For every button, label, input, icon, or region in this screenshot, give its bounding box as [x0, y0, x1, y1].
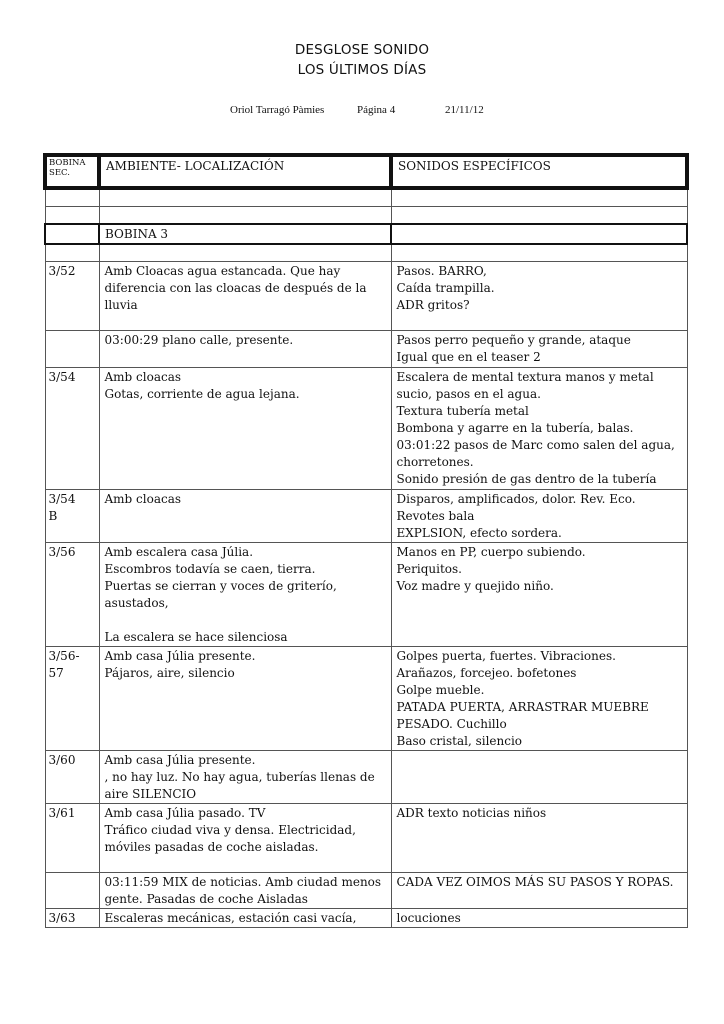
document-subtitle: LOS ÚLTIMOS DÍAS: [297, 62, 427, 78]
cell-ambiente: [99, 368, 391, 490]
cell-line: ADR gritos?: [396, 298, 470, 312]
table-header-row: [45, 155, 687, 188]
cell-line: 03:11:59 MIX de noticias. Amb ciudad menos: [104, 875, 382, 889]
table-row: [45, 368, 687, 490]
cell-ambiente: [99, 804, 391, 873]
cell-sonidos: [391, 909, 687, 928]
cell-ambiente: [99, 262, 391, 331]
cell-line: Golpes puerta, fuertes. Vibraciones.: [396, 649, 616, 663]
cell-line: Igual que en el teaser 2: [396, 350, 541, 364]
cell-line: Revotes bala: [396, 509, 475, 523]
cell-sonidos: [391, 490, 687, 543]
cell-ambiente: [99, 647, 391, 751]
cell-line: , no hay luz. No hay agua, tuberías llenas de: [104, 770, 375, 784]
cell-sec: [45, 909, 99, 928]
cell-line: gente. Pasadas de coche Aisladas: [104, 892, 308, 906]
cell-ambiente: [99, 751, 391, 804]
cell-line: móviles pasadas de coche aisladas.: [104, 840, 319, 854]
cell-sonidos: [391, 804, 687, 873]
cell-line: ADR texto noticias niños: [396, 806, 547, 820]
cell-line: Escombros todavía se caen, tierra.: [104, 562, 316, 576]
cell-line: Amb Cloacas agua estancada. Que hay: [104, 264, 341, 278]
cell-line: sucio, pasos en el agua.: [396, 387, 541, 401]
cell-ambiente: [99, 490, 391, 543]
cell-line: Amb casa Júlia presente.: [104, 753, 256, 767]
cell-ambiente: [99, 873, 391, 909]
cell-line: 3/52: [48, 264, 76, 278]
column-header-ambiente: AMBIENTE- LOCALIZACIÓN: [99, 155, 391, 188]
cell-sec: [45, 490, 99, 543]
cell-line: B: [48, 509, 58, 523]
section-row: [45, 224, 687, 244]
cell-sec: [45, 804, 99, 873]
cell-line: [49, 874, 94, 891]
cell-line: chorretones.: [396, 455, 474, 469]
cell-line: Amb escalera casa Júlia.: [104, 545, 254, 559]
cell-line: Caída trampilla.: [396, 281, 495, 295]
cell-sonidos: [391, 647, 687, 751]
cell-line: 3/56: [48, 545, 76, 559]
cell-line: Voz madre y quejido niño.: [396, 579, 554, 593]
cell-sec: [45, 543, 99, 647]
cell-line: Textura tubería metal: [396, 404, 529, 418]
cell-sec: [45, 647, 99, 751]
cell-line: 3/61: [48, 806, 76, 820]
cell-ambiente: [99, 909, 391, 928]
cell-line: Bombona y agarre en la tubería, balas.: [396, 421, 634, 435]
cell-line: 03:00:29 plano calle, presente.: [104, 333, 294, 347]
breakdown-table: [43, 153, 689, 928]
cell-line: CADA VEZ OIMOS MÁS SU PASOS Y ROPAS.: [396, 875, 674, 889]
cell-line: Sonido presión de gas dentro de la tubería: [396, 472, 657, 486]
cell-sec: [45, 262, 99, 331]
cell-line: 03:01:22 pasos de Marc como salen del agua,: [396, 438, 675, 452]
table-row: [45, 262, 687, 331]
cell-line: 57: [48, 666, 64, 680]
cell-line: PESADO. Cuchillo: [396, 717, 507, 731]
cell-line: Periquitos.: [396, 562, 462, 576]
cell-sonidos: [391, 262, 687, 331]
cell-sonidos: [391, 751, 687, 804]
section-label: BOBINA 3: [99, 224, 391, 244]
cell-line: Amb cloacas: [104, 492, 182, 506]
author-name: Oriol Tarragó Pàmies: [230, 104, 325, 116]
cell-line: Gotas, corriente de agua lejana.: [104, 387, 300, 401]
cell-line: 3/60: [48, 753, 76, 767]
cell-line: Pasos perro pequeño y grande, ataque: [396, 333, 631, 347]
cell-line: 3/54: [48, 370, 76, 384]
table-row: [45, 909, 687, 928]
cell-line: Arañazos, forcejeo. bofetones: [396, 666, 577, 680]
cell-line: Tráfico ciudad viva y densa. Electricidad,: [104, 823, 356, 837]
cell-line: Amb casa Júlia presente.: [104, 649, 256, 663]
cell-sonidos: [391, 873, 687, 909]
cell-line: La escalera se hace silenciosa: [104, 630, 288, 644]
empty-row: [45, 188, 687, 207]
cell-sonidos: [391, 543, 687, 647]
cell-line: diferencia con las cloacas de después de la: [104, 281, 367, 295]
cell-line: 3/54: [48, 492, 76, 506]
cell-line: PATADA PUERTA, ARRASTRAR MUEBRE: [396, 700, 649, 714]
cell-sec: [45, 873, 99, 909]
cell-ambiente: [99, 543, 391, 647]
cell-line: Puertas se cierran y voces de griterío,: [104, 579, 337, 593]
cell-line: [105, 612, 386, 629]
cell-line: asustados,: [104, 596, 169, 610]
cell-line: Pasos. BARRO,: [396, 264, 487, 278]
cell-line: EXPLSION, efecto sordera.: [396, 526, 562, 540]
cell-line: [49, 332, 94, 349]
cell-line: [397, 752, 682, 769]
cell-line: Amb cloacas: [104, 370, 182, 384]
cell-line: Pájaros, aire, silencio: [104, 666, 235, 680]
cell-line: aire SILENCIO: [104, 787, 197, 801]
cell-sec: [45, 368, 99, 490]
cell-line: Baso cristal, silencio: [396, 734, 523, 748]
cell-sonidos: [391, 331, 687, 368]
page-number: Página 4: [357, 104, 396, 116]
cell-line: Golpe mueble.: [396, 683, 485, 697]
empty-row: [45, 207, 687, 225]
cell-sec: [45, 331, 99, 368]
cell-line: Disparos, amplificados, dolor. Rev. Eco.: [396, 492, 636, 506]
cell-line: locuciones: [396, 911, 461, 925]
cell-line: Manos en PP, cuerpo subiendo.: [396, 545, 586, 559]
table-row: [45, 543, 687, 647]
table-row: [45, 751, 687, 804]
table-row: [45, 804, 687, 873]
cell-line: 3/63: [48, 911, 76, 925]
empty-row: [45, 244, 687, 262]
cell-sec: [45, 751, 99, 804]
table-row: [45, 873, 687, 909]
column-header-sonidos: SONIDOS ESPECÍFICOS: [391, 155, 687, 188]
cell-line: 3/56-: [48, 649, 80, 663]
column-header-bobina: BOBINA SEC.: [45, 155, 99, 188]
document-title: DESGLOSE SONIDO: [294, 42, 430, 58]
table-row: [45, 490, 687, 543]
cell-line: Escalera de mental textura manos y metal: [396, 370, 654, 384]
cell-sonidos: [391, 368, 687, 490]
cell-line: Escaleras mecánicas, estación casi vacía,: [104, 911, 357, 925]
document-date: 21/11/12: [445, 104, 484, 116]
cell-ambiente: [99, 331, 391, 368]
cell-line: lluvia: [104, 298, 138, 312]
table-row: [45, 331, 687, 368]
cell-line: Amb casa Júlia pasado. TV: [104, 806, 266, 820]
table-row: [45, 647, 687, 751]
